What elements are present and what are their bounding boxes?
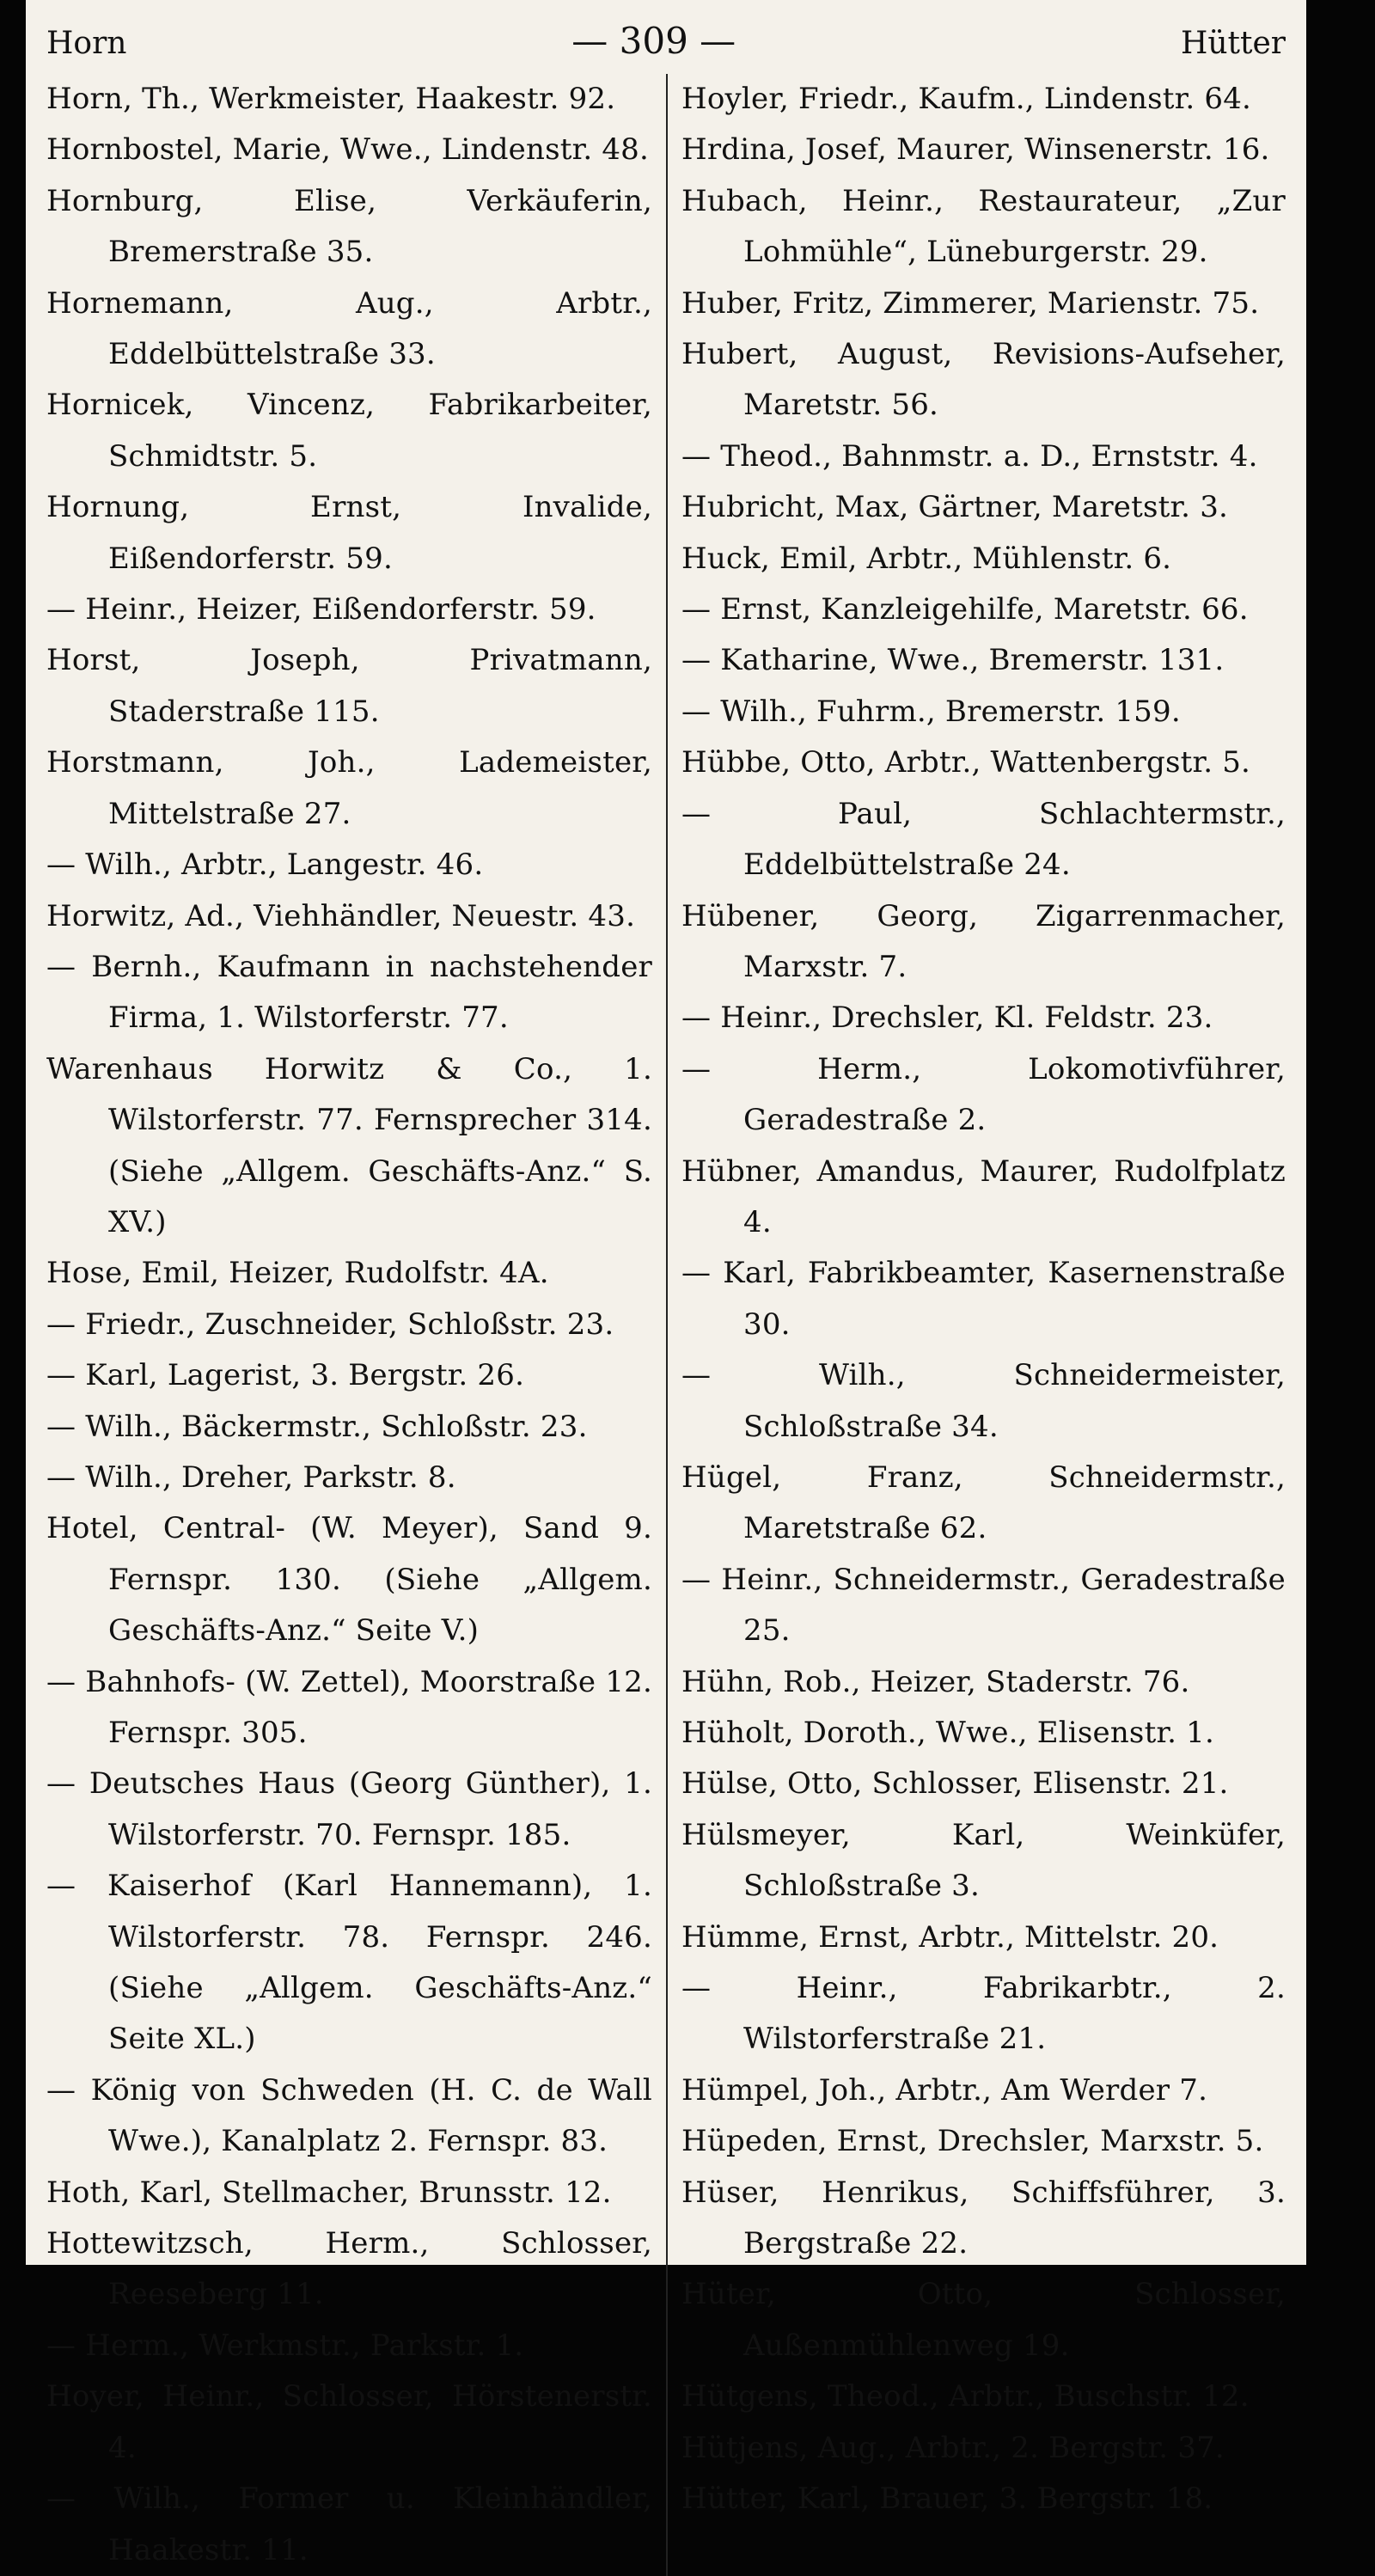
directory-entry: Hornemann, Aug., Arbtr., Eddelbüttelstraße 33. xyxy=(46,285,652,372)
directory-entry: Horst, Joseph, Privatmann, Staderstraße 115. xyxy=(46,643,652,729)
directory-entry: — König von Schweden (H. C. de Wall Wwe.), Kanalplatz 2. Fernspr. 83. xyxy=(46,2072,652,2159)
directory-entry: Hoyler, Friedr., Kaufm., Lindenstr. 64. xyxy=(681,82,1252,116)
directory-entry: Hornicek, Vincenz, Fabrikarbeiter, Schmidtstr. 5. xyxy=(46,388,652,474)
directory-entry: Hornbostel, Marie, Wwe., Lindenstr. 48. xyxy=(46,132,650,168)
directory-entry: Hornung, Ernst, Invalide, Eißendorferstr. 59. xyxy=(46,490,652,576)
directory-entry: — Bernh., Kaufmann in nachstehender Firma, 1. Wilstorferstr. 77. xyxy=(46,949,652,1036)
header-right-keyword: Hütter xyxy=(1180,26,1286,61)
directory-entry: — Wilh., Arbtr., Langestr. 46. xyxy=(46,847,484,883)
directory-entry: — Karl, Fabrikbeamter, Kasernenstraße 30. xyxy=(681,1256,1286,1342)
page-number: — 309 — xyxy=(571,20,736,62)
directory-entry: — Wilh., Former u. Kleinhändler, Haakestr. 11. xyxy=(46,2481,652,2567)
directory-entry: Hottewitzsch, Herm., Schlosser, Reeseberg 11. xyxy=(46,2226,652,2312)
right-column xyxy=(666,74,1286,2576)
directory-entry: — Theod., Bahnmstr. a. D., Ernststr. 4. xyxy=(681,438,1258,474)
directory-entry: Hotel, Central- (W. Meyer), Sand 9. Fernspr. 130. (Siehe „Allgem. Geschäfts-Anz.“ Seite V.) xyxy=(46,1511,652,1649)
directory-entry: Hübbe, Otto, Arbtr., Wattenbergstr. 5. xyxy=(681,745,1251,780)
directory-entry: Hüholt, Doroth., Wwe., Elisenstr. 1. xyxy=(681,1716,1215,1750)
directory-entry: Hümpel, Joh., Arbtr., Am Werder 7. xyxy=(681,2072,1208,2108)
directory-entry: — Wilh., Fuhrm., Bremerstr. 159. xyxy=(681,694,1181,729)
directory-entry: Hühn, Rob., Heizer, Staderstr. 76. xyxy=(681,1664,1190,1699)
directory-entry: — Paul, Schlachtermstr., Eddelbüttelstraße 24. xyxy=(681,796,1286,883)
directory-entry: Hubert, August, Revisions-Aufseher, Maretstr. 56. xyxy=(681,337,1286,423)
directory-entry: Hüser, Henrikus, Schiffsführer, 3. Bergstraße 22. xyxy=(681,2175,1286,2261)
directory-entry: Hülsmeyer, Karl, Weinküfer, Schloßstraße 3. xyxy=(681,1817,1286,1904)
directory-entry: — Herm., Werkmstr., Parkstr. 1. xyxy=(46,2328,524,2363)
directory-page xyxy=(26,0,1306,2567)
directory-entry: — Deutsches Haus (Georg Günther), 1. Wilstorferstr. 70. Fernspr. 185. xyxy=(46,1766,652,1852)
directory-entry: — Heinr., Heizer, Eißendorferstr. 59. xyxy=(46,592,596,627)
directory-entry: — Katharine, Wwe., Bremerstr. 131. xyxy=(681,643,1225,678)
directory-entry: Hrdina, Josef, Maurer, Winsenerstr. 16. xyxy=(681,132,1270,168)
directory-entry: Warenhaus Horwitz & Co., 1. Wilstorferstr. 77. Fernsprecher 314. (Siehe „Allgem. Geschäfts-Anz.“ S. XV.) xyxy=(46,1051,652,1239)
page-header xyxy=(46,17,1286,69)
directory-entry: — Wilh., Dreher, Parkstr. 8. xyxy=(46,1459,456,1495)
directory-entry: Hüpeden, Ernst, Drechsler, Marxstr. 5. xyxy=(681,2124,1264,2159)
directory-entry: Hornburg, Elise, Verkäuferin, Bremerstraße 35. xyxy=(46,183,652,270)
directory-entry: Hütgens, Theod., Arbtr., Buschstr. 12. xyxy=(681,2379,1250,2414)
directory-entry: — Ernst, Kanzleigehilfe, Maretstr. 66. xyxy=(681,592,1249,627)
directory-entry: — Heinr., Drechsler, Kl. Feldstr. 23. xyxy=(681,1000,1213,1036)
directory-entry: — Heinr., Schneidermstr., Geradestraße 25. xyxy=(681,1562,1286,1649)
directory-entry: — Karl, Lagerist, 3. Bergstr. 26. xyxy=(46,1358,525,1393)
directory-entry: Huck, Emil, Arbtr., Mühlenstr. 6. xyxy=(681,541,1172,576)
directory-entry: — Herm., Lokomotivführer, Geradestraße 2. xyxy=(681,1051,1286,1138)
directory-entry: Horstmann, Joh., Lademeister, Mittelstraße 27. xyxy=(46,745,652,831)
directory-entry: — Wilh., Schneidermeister, Schloßstraße 34. xyxy=(681,1358,1286,1444)
directory-entry: Hübner, Amandus, Maurer, Rudolfplatz 4. xyxy=(681,1153,1286,1239)
left-column xyxy=(46,74,666,2576)
directory-entry: Hüter, Otto, Schlosser, Außenmühlenweg 19. xyxy=(681,2277,1286,2363)
directory-entry: Hütjens, Aug., Arbtr., 2. Bergstr. 37. xyxy=(681,2430,1225,2465)
directory-entry: — Friedr., Zuschneider, Schloßstr. 23. xyxy=(46,1306,614,1342)
directory-entry: Hübener, Georg, Zigarrenmacher, Marxstr. 7. xyxy=(681,898,1286,984)
directory-entry: Hubricht, Max, Gärtner, Maretstr. 3. xyxy=(681,490,1229,525)
directory-entry: Hütter, Karl, Brauer, 3. Bergstr. 18. xyxy=(681,2481,1213,2517)
directory-entry: Horwitz, Ad., Viehhändler, Neuestr. 43. xyxy=(46,898,636,933)
directory-entry: Hoth, Karl, Stellmacher, Brunsstr. 12. xyxy=(46,2175,612,2210)
directory-entry: — Wilh., Bäckermstr., Schloßstr. 23. xyxy=(46,1409,588,1444)
directory-entry: — Bahnhofs- (W. Zettel), Moorstraße 12. Fernspr. 305. xyxy=(46,1664,652,1750)
directory-entry: Hügel, Franz, Schneidermstr., Maretstraße 62. xyxy=(681,1459,1286,1546)
directory-entry: Hoyer, Heinr., Schlosser, Hörstenerstr. 4. xyxy=(46,2379,652,2465)
directory-entry: Horn, Th., Werkmeister, Haakestr. 92. xyxy=(46,82,616,116)
directory-entry: Hümme, Ernst, Arbtr., Mittelstr. 20. xyxy=(681,1919,1219,1955)
directory-entry: Hose, Emil, Heizer, Rudolfstr. 4A. xyxy=(46,1256,549,1291)
directory-entry: — Heinr., Fabrikarbtr., 2. Wilstorferstraße 21. xyxy=(681,1971,1286,2057)
directory-entry: — Kaiserhof (Karl Hannemann), 1. Wilstorferstr. 78. Fernspr. 246. (Siehe „Allgem. Geschäfts-Anz.“ Seite XL.) xyxy=(46,1869,652,2057)
header-left-keyword: Horn xyxy=(46,26,127,61)
directory-entry: Hülse, Otto, Schlosser, Elisenstr. 21. xyxy=(681,1766,1229,1802)
directory-entry: Hubach, Heinr., Restaurateur, „Zur Lohmühle“, Lüneburgerstr. 29. xyxy=(681,183,1286,270)
directory-columns xyxy=(46,74,1286,2576)
directory-entry: Huber, Fritz, Zimmerer, Marienstr. 75. xyxy=(681,285,1260,321)
